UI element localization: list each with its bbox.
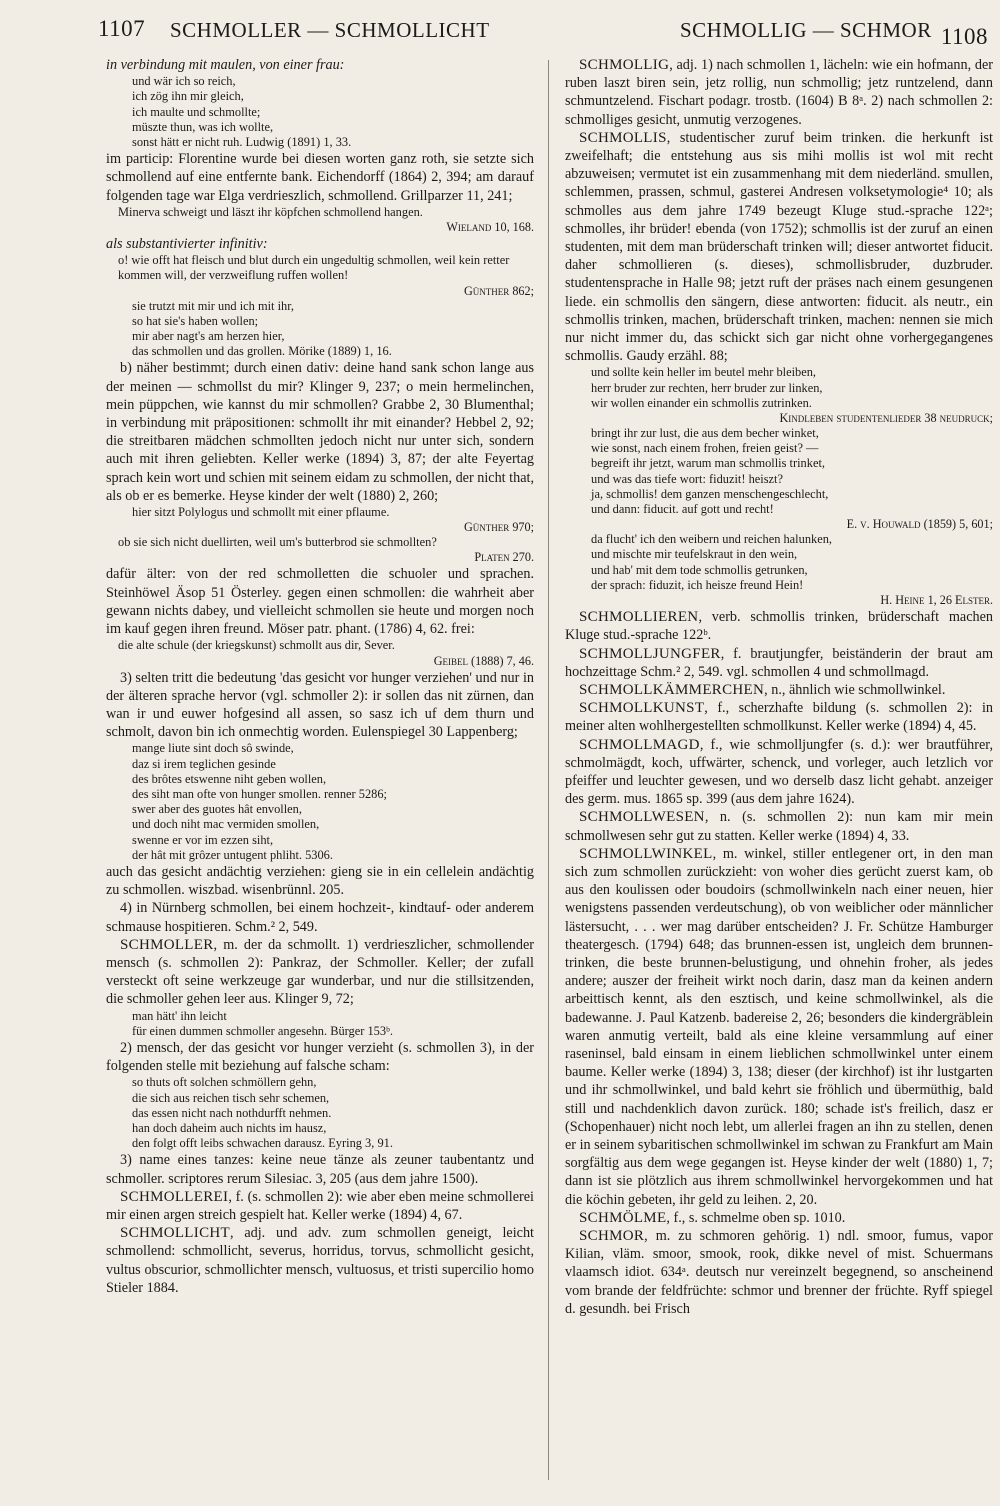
- quotation-source: Günther 970;: [463, 520, 534, 535]
- entry-lemma: SCHMOLLMAGD: [579, 736, 700, 753]
- dictionary-entry: [565, 1227, 993, 1318]
- quotation-source: Wieland 10, 168.: [446, 220, 534, 235]
- entry-text: , n. (s. schmollen 2): nun kam mir mein schmollwesen sehr gut zu statten. Keller werke (1894) 4, 33.: [565, 809, 993, 844]
- verse-quotation: die alte schule (der kriegskunst) schmollt aus dir, Sever.: [118, 638, 395, 653]
- entry-lemma: SCHMOLLWINKEL: [579, 845, 713, 862]
- entry-lemma: SCHMOLLKUNST: [579, 700, 705, 717]
- entry-lemma: SCHMOR: [579, 1228, 645, 1244]
- entry-text: , f., wie schmolljungfer (s. d.): wer brautführer, schmolmägdt, koch, uffwärter, schenck, und vorleger, auch letzlich vor pfeiffer und leuchter gewesen, und wo derselb dasz licht gehabt. anzeiger des germ. mus. 1865 sp. 399 (aus dem jahre 1624).: [565, 736, 993, 808]
- verse-quotation: und wär ich so reich, ich zög ihn mir gleich, ich maulte und schmollte; müszte thun, was ich wollte, sonst hätt er nicht ruh. Ludwig (1891) 1, 33.: [132, 74, 352, 150]
- entry-text: , m. zu schmoren gehörig. 1) ndl. smoor, fumus, vapor Kilian, vläm. smoor, smook, rook, dikke nevel of mist. Schuermans vlaamsch idiot. 634ᵃ. deutsch nur vereinzelt begegnend, so anscheinend vom brande der feldfrüchte: schmor und brenner der früchte. Ryff spiegel d. gesundh. bei Frisch: [565, 1228, 993, 1317]
- verse-quotation: ob sie sich nicht duellirten, weil um's butterbrod sie schmollten?: [118, 535, 437, 550]
- page-header: [0, 14, 1000, 48]
- paragraph: 3) selten tritt die bedeutung 'das gesicht vor hunger verziehen' und nur in der älteren sprache hervor (vgl. schmoller 2): ir sollen das nit zürnen, dan wan ir und euwer hofgesind all assen, so sasz ich uf dem thurn und schmolt, davon bin ich onmechtig worden. Eulenspiegel 30 Lappenberg;: [106, 669, 534, 741]
- dictionary-entry: [565, 56, 993, 129]
- column-divider: [548, 60, 549, 1480]
- dictionary-entry: [565, 129, 993, 366]
- entry-lemma: SCHMOLLICHT: [120, 1225, 230, 1242]
- verse-quotation: bringt ihr zur lust, die aus dem becher winket, wie sonst, nach einem frohen, freien geist? — begreift ihr jetzt, warum man schmollis trinket, und was das tiefe wort: fiduzit! heiszt? ja, schmollis! dem ganzen menschengeschlecht, und dann: fiducit. auf gott und recht!: [591, 426, 829, 517]
- verse-quotation: mange liute sint doch sô swinde, daz si irem teglichen gesinde des brôtes etswenne niht geben wollen, des siht man ofte von hunger smollen. renner 5286;: [132, 741, 387, 801]
- dictionary-entry: [565, 608, 993, 644]
- quotation-source: Platen 270.: [474, 550, 534, 565]
- right-page-number: 1108: [940, 24, 988, 49]
- verse-quotation: swer aber des guotes hât envollen, und doch niht mac vermiden smollen, swenne er vor im ezzen siht, der hât mit grôzer untugent phliht. 5306.: [132, 802, 333, 862]
- paragraph: 3) name eines tanzes: keine neue tänze als zeuner taubentantz und schmoller. scriptores rerum Silesiac. 3, 205 (aus dem jahre 1500).: [106, 1152, 534, 1187]
- dictionary-entry: [565, 699, 993, 735]
- entry-lemma: SCHMOLLJUNGFER: [579, 645, 721, 662]
- left-running-title: SCHMOLLER — SCHMOLLICHT: [170, 18, 490, 42]
- left-page-number: 1107: [98, 16, 146, 41]
- entry-text: , n., ähnlich wie schmollwinkel.: [764, 681, 946, 698]
- entry-lemma: SCHMOLLIS: [579, 129, 667, 146]
- dictionary-entry: [106, 1188, 534, 1224]
- entry-lemma: SCHMÖLME: [579, 1209, 667, 1226]
- quotation-source: Günther 862;: [463, 283, 534, 298]
- verse-quotation: so thuts oft solchen schmöllern gehn, die sich aus reichen tisch sehr schemen, das essen nicht nach nothdurfft nehmen. han doch daheim auch nichts im hausz, den folgt offt leibs schwachen darausz. Eyring 3, 91.: [132, 1075, 393, 1151]
- quotation-source: Kindleben studentenlieder 38 neudruck;: [779, 411, 993, 426]
- verse-quotation: man hätt' ihn leicht für einen dummen schmoller angesehn. Bürger 153ᵇ.: [132, 1008, 393, 1038]
- paragraph: b) näher bestimmt; durch einen dativ: deine hand sank schon lange aus der meinen — schmollst du mir? Klinger 9, 237; o mein hermelinchen, mein püppchen, wie kannst du mir schmollen? Grabbe 2, 30 Blumenthal; in verbindung mit präpositionen: schmollt ihr mit einander? Hebbel 2, 92; die streitbaren mädchen schmollten jedoch nicht nur unter sich, sondern auch mit ihren geliebten. Keller werke (1894) 3, 87; der alte Feyertag sprach kein wort und schien mit seinem eidam zu schmollen, der nicht that, als ob er es bemerke. Heyse kinder der welt (1880) 2, 260;: [106, 360, 534, 504]
- quotation-source: H. Heine 1, 26 Elster.: [880, 593, 993, 608]
- dictionary-entry: [565, 808, 993, 844]
- paragraph: dafür älter: von der red schmolletten die schuoler und sprachen. Steinhöwel Äsop 51 Österley. gegen einen schmollen: die wahrheit aber gewann nichts dabey, und vielleicht schmollen sie heute und morgen noch im kauf gegen ihren freund. Möser patr. phant. (1786) 4, 62. frei:: [106, 566, 534, 638]
- dictionary-entry: [565, 845, 993, 1209]
- verse-quotation: o! wie offt hat fleisch und blut durch ein ungedultig schmollen, weil kein retter kommen will, der verzweiflung ruffen wollen!: [118, 253, 510, 283]
- entry-lemma: SCHMOLLWESEN: [579, 809, 705, 826]
- entry-lemma: SCHMOLLIG: [579, 57, 670, 73]
- quotation-source: E. v. Houwald (1859) 5, 601;: [846, 517, 993, 532]
- entry-lemma: SCHMOLLER: [120, 936, 214, 953]
- right-column: [565, 56, 993, 1496]
- paragraph: 4) in Nürnberg schmollen, bei einem hochzeit-, kindtauf- oder anderem schmause hospitieren. Schm.² 2, 549.: [106, 900, 534, 935]
- entry-text: , adj. 1) nach schmollen 1, lächeln: wie ein hofmann, der ruben laszt biren sein, jetz rollig, nun schmollig; jetz runtzelend, dann schmuntzelend. Fischart podagr. trostb. (1604) B 8ᵃ. 2) nach schmollen 2: schmolliges gesicht, unmutig verzogenes.: [565, 57, 993, 128]
- dictionary-entry: [565, 645, 993, 681]
- dictionary-entry: [565, 736, 993, 809]
- entry-lemma: SCHMOLLIEREN: [579, 609, 699, 626]
- entry-text: , m. der da schmollt. 1) verdrieszlicher, schmollender mensch (s. schmollen 2): Pankraz, der Schmoller. Keller; der zufall versteckt oft seine werkzeuge gar wunderbar, und nur die stillsitzenden, die schmoller gehen leer aus. Klinger 9, 72;: [106, 936, 534, 1008]
- entry-text: , adj. und adv. zum schmollen geneigt, leicht schmollend: schmollicht, severus, horridus, torvus, schmollicht gesicht, vultus obscurior, schmollichter mensch, vultuosus, et tristi supercilio homo Stieler 1884.: [106, 1225, 534, 1296]
- entry-text: , m. winkel, stiller entlegener ort, in den man sich zum schmollen zurückzieht: von woher dies gerücht zuerst kam, ob aus den koulissen oder boudoirs (schmollwinkeln nach einer neuen, hier wenigstens passenden verdeutschung), ob von weiblicher oder männlicher lästersucht, . . . wer mag darüber entscheiden? J. Fr. Schütze Hamburger theatergesch. (1794) 648; das brunnen-essen ist, ungleich dem brunnen-trinken, die beste brunnen-belustigung, und ohnehin froher, als jedes andere; auszer der freiheit wirkt noch darin, dasz man da keinen andern arbeittisch kennt, als den esztisch, und keine schmollwinkel, als die badewanne. J. Paul Katzenb. badereise 2, 26; besonders die kindergräblein waren anmutig verteilt, bald als eine kleine versammlung auf einer raseninsel, bald einsam in einem lieblichen schmollwinkel unter einem baume. Keller werke (1894) 3, 138; dieser (der kirchhof) ist ihr lustgarten und ihr schmollwinkel, und bald kehrt sie fröhlich und übermüthig, bald still und nachdenklich davon zurück. 180; schade ist's freilich, dasz er (Schopenhauer) nicht noch lebt, um allerlei fragen an ihn zu stellen, denen er in seinem sybaritischen schmollwinkel im schwan zu Frankfurt am Main sorgfältig aus dem wege gegangen ist. Heyse kinder der welt (1880) 1, 7; dann ist sie plötzlich aus ihrem schmollwinkel hervorgekommen und hat die köchin gebeten, ihr geld zu leihen. 2, 20.: [565, 845, 993, 1208]
- paragraph: 2) mensch, der das gesicht vor hunger verzieht (s. schmollen 3), in der folgenden stelle mit beziehung auf falsche scham:: [106, 1039, 534, 1075]
- dictionary-entry: [565, 1209, 993, 1227]
- paragraph: als substantivierter infinitiv:: [106, 236, 268, 253]
- right-running-title: SCHMOLLIG — SCHMOR: [680, 18, 932, 42]
- paragraph: in verbindung mit maulen, von einer frau:: [106, 57, 345, 73]
- entry-lemma: SCHMOLLEREI: [120, 1188, 229, 1205]
- verse-quotation: da flucht' ich den weibern und reichen halunken, und mischte mir teufelskraut in den wein, und hab' mit dem tode schmollis getrunken, der sprach: fiduzit, ich heisze freund Hein!: [591, 532, 833, 592]
- quotation-source: Geibel (1888) 7, 46.: [433, 653, 534, 668]
- dictionary-entry: [106, 936, 534, 1009]
- entry-text: , f. (s. schmollen 2): wie aber eben meine schmollerei mir einen argen streich gespielt hat. Keller werke (1894) 4, 67.: [106, 1188, 534, 1223]
- paragraph: auch das gesicht andächtig verziehen: gieng sie in ein cellelein andächtig zu schmollen. wiszbad. wisenbrünnl. 205.: [106, 863, 534, 899]
- entry-text: , verb. schmollis trinken, brüderschaft machen Kluge stud.-sprache 122ᵇ.: [565, 609, 993, 644]
- entry-text: , studentischer zuruf beim trinken. die herkunft ist zweifelhaft; die entstehung aus sis mihi mollis ist wol mit recht abzuweisen; vermutet ist ein zusammenhang mit dem niederländ. smullen, schlemmen, prassen, schmul, gasterei Andresen volksetymologie⁴ 10; als schmolles aus dem jahre 1749 bezeugt Kluge stud.-sprache 122ᵃ; schmolles, ihr brüder! ebenda (von 1752); schmollis ist der zuruf an einen studenten, mit dem man brüderschaft trinken will; dieser antwortet fiducit. daher schmollieren (s. dieses), schmollisbruder, duzbruder. studentensprache in Halle 98; jetzt ruft der präses nach einem gesungenen liede. ein schmollis den sängern, diese antworten: fiducit. als neutr., ein schmollis trinken, machen, brüderschaft trinken, machen: nennen sie mich nur nicht immer du, das schickt sich gar nicht ohne vorhergegangenes schmollis. Gaudy erzähl. 88;: [565, 129, 993, 365]
- entry-text: , f., s. schmelme oben sp. 1010.: [666, 1209, 846, 1226]
- dictionary-entry: [565, 681, 993, 699]
- paragraph: im particip: Florentine wurde bei diesen worten ganz roth, sie setzte sich schmollend auf eine entfernte bank. Eichendorff (1864) 2, 394; am darauf folgenden tage war Elga verdrieszlich, schmollend. Grillparzer 11, 241;: [106, 151, 534, 204]
- verse-quotation: sie trutzt mit mir und ich mit ihr, so hat sie's haben wollen; mir aber nagt's am herzen hier, das schmollen und das grollen. Mörike (1889) 1, 16.: [132, 298, 392, 359]
- entry-text: , f., scherzhafte bildung (s. schmollen 2): in meiner alten wohlhergestellten schmollkunst. Keller werke (1894) 4, 45.: [565, 700, 993, 735]
- verse-quotation: Minerva schweigt und läszt ihr köpfchen schmollend hangen.: [118, 204, 423, 219]
- dictionary-entry: [106, 1224, 534, 1297]
- left-column: [106, 56, 534, 1496]
- entry-lemma: SCHMOLLKÄMMERCHEN: [579, 681, 765, 698]
- entry-text: , f. brautjungfer, beiständerin der braut am hochzeittage Schm.² 2, 549. vgl. schmollen 4 und schmollmagd.: [565, 645, 993, 680]
- verse-quotation: hier sitzt Polylogus und schmollt mit einer pflaume.: [132, 505, 390, 520]
- verse-quotation: und sollte kein heller im beutel mehr bleiben, herr bruder zur rechten, herr bruder zur linken, wir wollen einander ein schmollis zutrinken.: [591, 365, 823, 410]
